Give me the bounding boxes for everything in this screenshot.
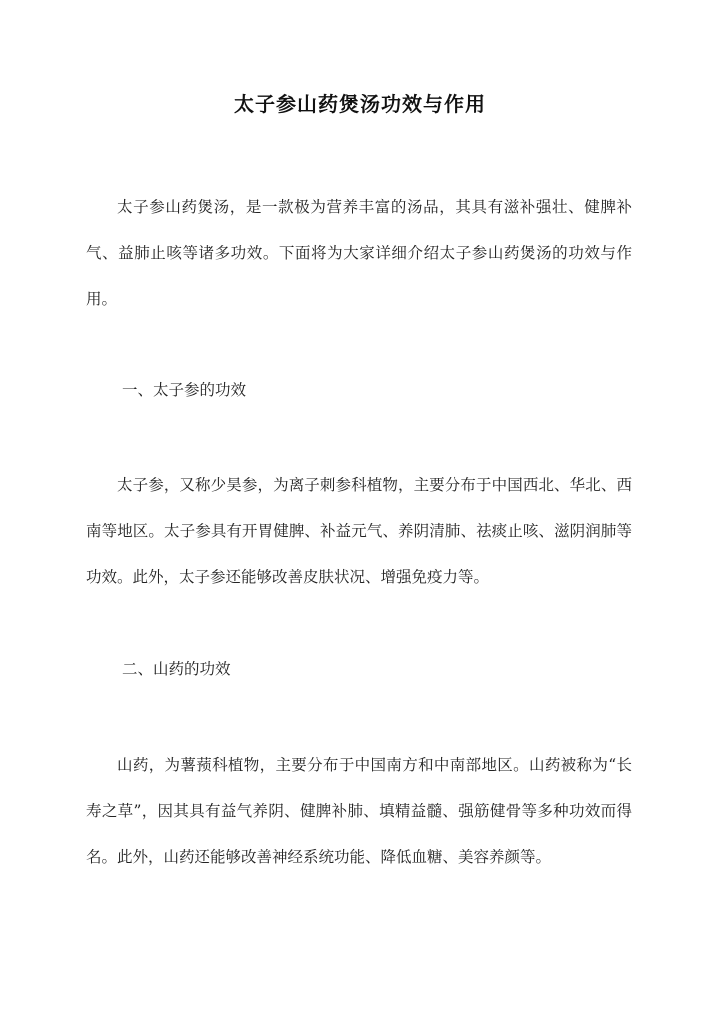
section-heading-taizishen: 一、太子参的功效 [122,381,247,399]
taizishen-paragraph: 太子参，又称少昊参，为离子刺参科植物，主要分布于中国西北、华北、西南等地区。太子参具有开胃健脾、补益元气、养阴清肺、祛痰止咳、滋阴润肺等功效。此外，太子参还能够改善皮肤状况、增强免疫力等。 [86,476,632,586]
document-title: 太子参山药煲汤功效与作用 [234,92,486,116]
section-heading-shanyao: 二、山药的功效 [122,660,231,678]
intro-paragraph: 太子参山药煲汤，是一款极为营养丰富的汤品，其具有滋补强壮、健脾补气、益肺止咳等诸多功效。下面将为大家详细介绍太子参山药煲汤的功效与作用。 [86,198,632,308]
shanyao-paragraph: 山药，为薯蓣科植物，主要分布于中国南方和中南部地区。山药被称为“长寿之草”，因其具有益气养阴、健脾补肺、填精益髓、强筋健骨等多种功效而得名。此外，山药还能够改善神经系统功能、降低血糖、美容养颜等。 [86,756,632,866]
